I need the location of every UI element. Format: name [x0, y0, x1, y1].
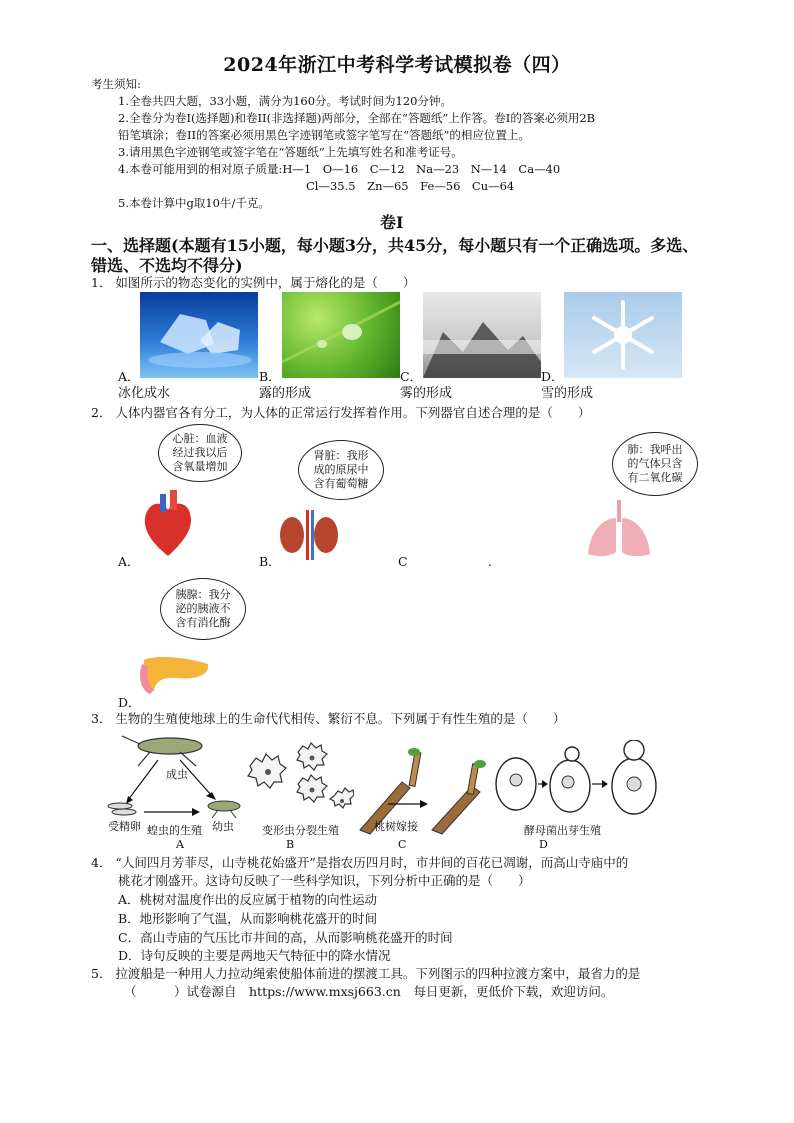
- section-heading: 一、选择题(本题有15小题，每小题3分，共45分，每小题只有一个正确选项。多选、: [91, 236, 699, 255]
- pancreas-icon: [138, 650, 212, 698]
- notice-line: Cl—35.5 Zn—65 Fe—56 Cu—64: [306, 179, 515, 193]
- heart-icon: [140, 490, 196, 558]
- option-a-caption: 冰化成水: [118, 386, 171, 401]
- option-c-letter: C: [398, 554, 408, 569]
- kidney-speech-bubble: 肾脏：我形成的原尿中含有葡萄糖: [298, 440, 384, 500]
- page-title: 2024年浙江中考科学考试模拟卷（四）: [223, 54, 571, 76]
- option-d-letter: D．: [118, 695, 141, 710]
- notice-line: 3.请用黑色字迹钢笔或签字笔在“答题纸”上先填写姓名和准考证号。: [118, 145, 463, 159]
- question-1-stem: 1． 如图所示的物态变化的实例中，属于熔化的是（ ）: [91, 275, 416, 290]
- fog-photo: [423, 292, 541, 378]
- option-b-caption: 露的形成: [259, 386, 312, 401]
- question-4-stem: 4． “人间四月芳菲尽，山寺桃花始盛开”是指农历四月时，市井间的百花已凋谢，而高山寺庙中的: [91, 855, 629, 870]
- heart-speech-bubble: 心脏：血液经过我以后含氧量增加: [158, 424, 242, 482]
- option-b-letter: B: [286, 838, 295, 851]
- kidney-icon: [278, 510, 340, 560]
- lungs-icon: [584, 500, 654, 560]
- adult-label: 成虫: [166, 768, 188, 781]
- notice-line: 1.全卷共四大题，33小题，满分为160分。考试时间为120分钟。: [118, 94, 453, 108]
- notice-line: 5.本卷计算中g取10牛/千克。: [118, 196, 270, 210]
- lung-speech-bubble: 肺：我呼出的气体只含有二氧化碳: [612, 432, 698, 496]
- egg-label: 受精卵: [108, 820, 141, 833]
- snow-photo: [564, 292, 682, 378]
- pancreas-speech-bubble: 胰腺：我分泌的胰液不含有消化酶: [160, 578, 246, 640]
- option-b-caption: 变形虫分裂生殖: [262, 824, 339, 837]
- larva-label: 幼虫: [212, 820, 234, 833]
- option-b-letter: B．: [259, 369, 281, 384]
- dew-drop-icon: [282, 292, 400, 378]
- ice-melting-photo: [140, 292, 258, 378]
- notice-line: 2.全卷分为卷Ⅰ(选择题)和卷II(非选择题)两部分，全部在“答题纸”上作答。卷Ⅰ的答案必须用2B: [118, 111, 596, 125]
- question-5-stem: 5． 拉渡船是一种用人力拉动绳索使船体前进的摆渡工具。下列图示的四种拉渡方案中，最省力的是: [91, 966, 641, 981]
- yeast-budding-diagram: [494, 740, 664, 816]
- volume-heading: 卷Ⅰ: [380, 213, 404, 232]
- option-d-letter: D．: [541, 369, 564, 384]
- option-d-caption: 酵母菌出芽生殖: [524, 824, 601, 837]
- question-5-stem-cont: （ ）试卷源自 https://www.mxsj663.cn 每日更新，更低价下载，欢迎访问。: [124, 984, 614, 999]
- notice-line: 铅笔填涂；卷II的答案必须用黑色字迹钢笔或签字笔写在“答题纸”的相应位置上。: [118, 128, 530, 142]
- notice-line: 4.本卷可能用到的相对原子质量:H—1 O—16 C—12 Na—23 N—14 Ca—40: [118, 162, 561, 176]
- option-c-caption: 雾的形成: [400, 386, 453, 401]
- question-3-stem: 3． 生物的生殖使地球上的生命代代相传、繁衍不息。下列属于有性生殖的是（ ）: [91, 711, 566, 726]
- option-a-letter: A．: [118, 554, 140, 569]
- question-4-option-a: A．桃树对温度作出的反应属于植物的向性运动: [118, 892, 378, 907]
- option-a-letter: A: [176, 838, 184, 851]
- option-a-caption: 蝗虫的生殖: [147, 824, 202, 837]
- option-d-caption: 雪的形成: [541, 386, 594, 401]
- dew-photo: [282, 292, 400, 378]
- option-d-letter: D: [539, 838, 548, 851]
- option-a-letter: A．: [118, 369, 140, 384]
- question-2-stem: 2． 人体内器官各有分工，为人体的正常运行发挥着作用。下列器官自述合理的是（ ）: [91, 405, 591, 420]
- question-4-option-b: B．地形影响了气温，从而影响桃花盛开的时间: [118, 911, 378, 926]
- option-b-letter: B．: [259, 554, 281, 569]
- ice-melting-icon: [140, 292, 258, 378]
- question-4-stem-cont: 桃花才刚盛开。这诗句反映了一些科学知识，下列分析中正确的是（ ）: [118, 873, 531, 888]
- snowflake-icon: [564, 292, 682, 378]
- amoeba-division-diagram: [244, 738, 354, 818]
- question-4-option-d: D．诗句反映的主要是两地天气特征中的降水情况: [118, 948, 391, 963]
- section-heading-cont: 错选、不选均不得分): [91, 256, 243, 275]
- notice-heading: 考生须知:: [91, 77, 141, 91]
- option-c-letter: C．: [400, 369, 423, 384]
- option-c-letter: C: [398, 838, 407, 851]
- option-c-dot: .: [488, 554, 492, 569]
- fog-mountain-icon: [423, 292, 541, 378]
- option-c-caption: 桃树嫁接: [374, 820, 418, 833]
- question-4-option-c: C．高山寺庙的气压比市井间的高，从而影响桃花盛开的时间: [118, 930, 453, 945]
